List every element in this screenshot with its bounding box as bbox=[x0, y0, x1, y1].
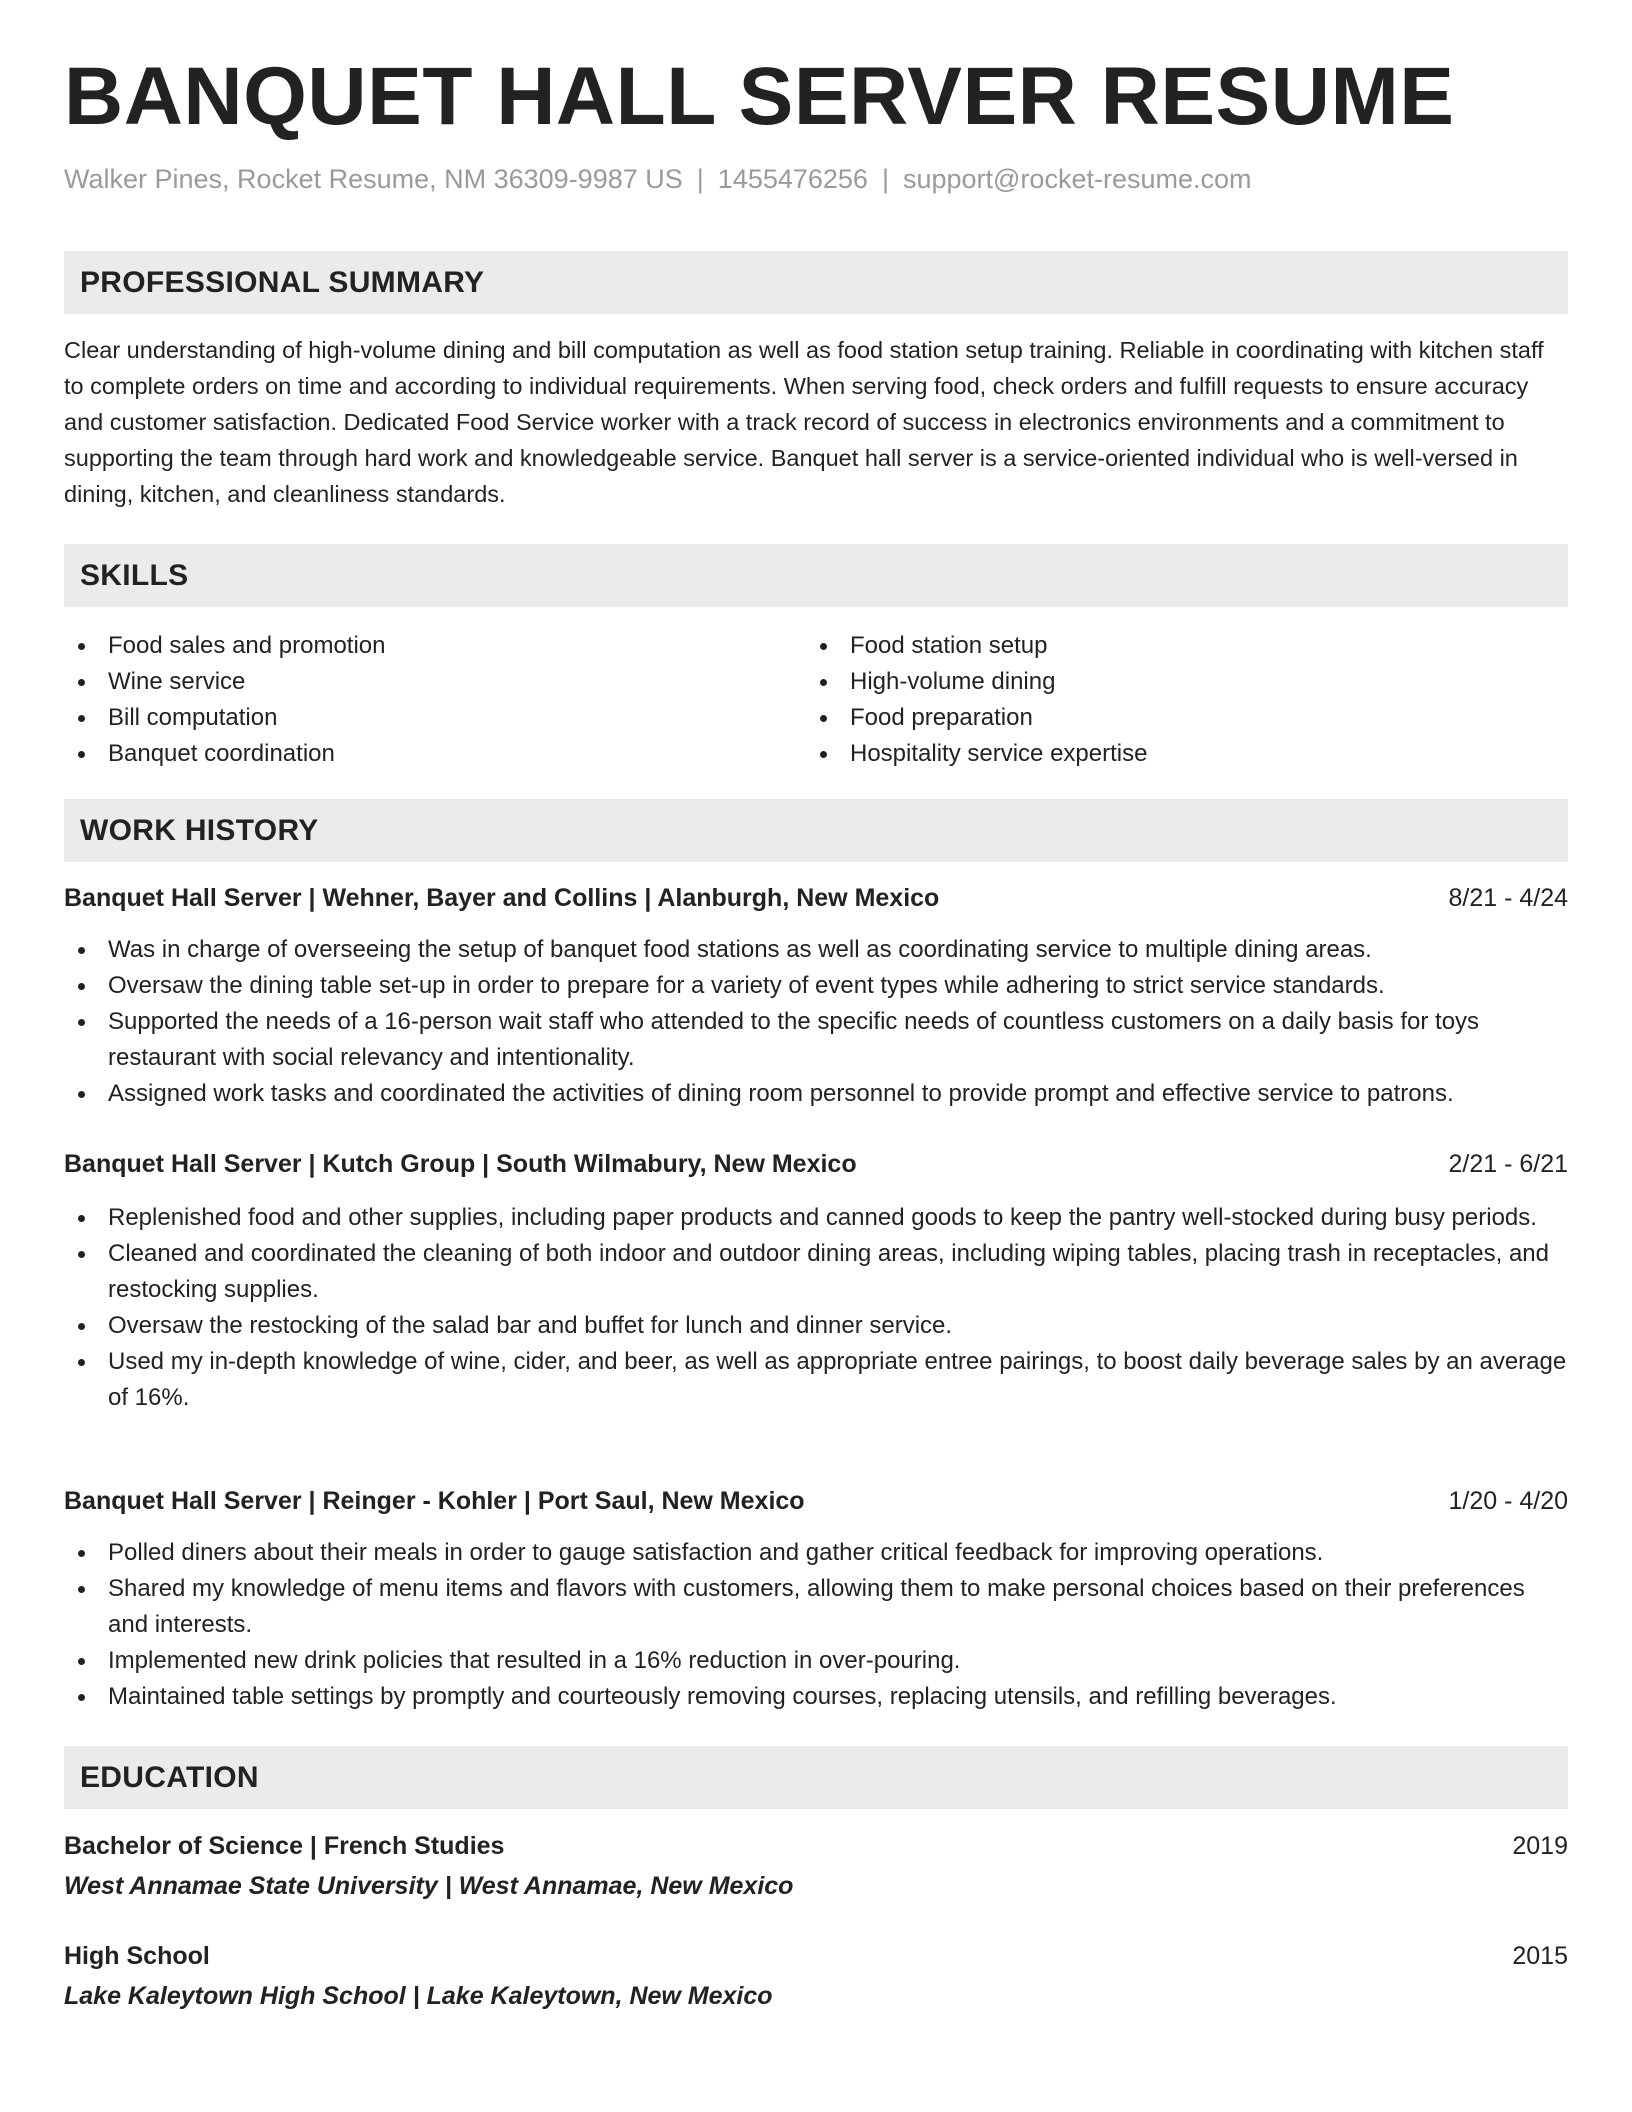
job-bullet: Maintained table settings by promptly and courteously removing courses, replacing utensils, and refilling beverages. bbox=[64, 1679, 1568, 1715]
skill-item: High-volume dining bbox=[806, 664, 1548, 700]
job-bullet: Shared my knowledge of menu items and flavors with customers, allowing them to make personal choices based on their preferences and interests. bbox=[64, 1571, 1568, 1643]
job-bullets bbox=[64, 1535, 1568, 1715]
job-dates: 2/21 - 6/21 bbox=[1448, 1150, 1568, 1178]
education-year: 2019 bbox=[1512, 1832, 1568, 1860]
education-entry-header bbox=[64, 1834, 1568, 1859]
job-bullets bbox=[64, 932, 1568, 1112]
job-bullet: Oversaw the dining table set-up in order to prepare for a variety of event types while adhering to strict service standards. bbox=[64, 968, 1568, 1004]
contact-phone: 1455476256 bbox=[717, 164, 868, 194]
contact-separator: | bbox=[696, 164, 704, 194]
section-heading-summary: PROFESSIONAL SUMMARY bbox=[64, 251, 1568, 314]
job-header bbox=[64, 886, 1568, 911]
job-bullets bbox=[64, 1200, 1568, 1416]
job-dates: 1/20 - 4/20 bbox=[1448, 1487, 1568, 1515]
job-bullet: Assigned work tasks and coordinated the activities of dining room personnel to provide prompt and effective service to patrons. bbox=[64, 1076, 1568, 1112]
job-title: Banquet Hall Server | Reinger - Kohler | Port Saul, New Mexico bbox=[64, 1487, 805, 1515]
section-heading-work-history: WORK HISTORY bbox=[64, 799, 1568, 862]
contact-separator: | bbox=[881, 164, 889, 194]
education-school: West Annamae State University | West Annamae, New Mexico bbox=[64, 1872, 794, 1900]
skills-column-right bbox=[806, 628, 1548, 772]
skill-item: Wine service bbox=[64, 664, 806, 700]
skill-item: Bill computation bbox=[64, 700, 806, 736]
section-heading-education: EDUCATION bbox=[64, 1746, 1568, 1809]
skill-item: Food sales and promotion bbox=[64, 628, 806, 664]
job-title: Banquet Hall Server | Kutch Group | South Wilmabury, New Mexico bbox=[64, 1150, 857, 1178]
education-degree: Bachelor of Science | French Studies bbox=[64, 1832, 505, 1860]
skill-item: Food station setup bbox=[806, 628, 1548, 664]
job-header bbox=[64, 1489, 1568, 1514]
education-year: 2015 bbox=[1512, 1942, 1568, 1970]
section-heading-skills: SKILLS bbox=[64, 544, 1568, 607]
skill-item: Banquet coordination bbox=[64, 736, 806, 772]
job-dates: 8/21 - 4/24 bbox=[1448, 884, 1568, 912]
skills-list bbox=[64, 628, 1568, 772]
skill-item: Hospitality service expertise bbox=[806, 736, 1548, 772]
job-header bbox=[64, 1152, 1568, 1177]
job-bullet: Cleaned and coordinated the cleaning of both indoor and outdoor dining areas, including wiping tables, placing trash in receptacles, and restocking supplies. bbox=[64, 1236, 1568, 1308]
skill-item: Food preparation bbox=[806, 700, 1548, 736]
job-bullet: Implemented new drink policies that resulted in a 16% reduction in over-pouring. bbox=[64, 1643, 1568, 1679]
contact-line bbox=[64, 166, 1252, 193]
resume-title: BANQUET HALL SERVER RESUME bbox=[64, 51, 1455, 142]
education-degree: High School bbox=[64, 1942, 210, 1970]
job-bullet: Replenished food and other supplies, including paper products and canned goods to keep the pantry well-stocked during busy periods. bbox=[64, 1200, 1568, 1236]
education-entry-header bbox=[64, 1944, 1568, 1969]
job-bullet: Supported the needs of a 16-person wait staff who attended to the specific needs of countless customers on a daily basis for toys restaurant with social relevancy and intentionality. bbox=[64, 1004, 1568, 1076]
skills-column-left bbox=[64, 628, 806, 772]
job-bullet: Polled diners about their meals in order to gauge satisfaction and gather critical feedback for improving operations. bbox=[64, 1535, 1568, 1571]
education-school: Lake Kaleytown High School | Lake Kaleytown, New Mexico bbox=[64, 1982, 773, 2010]
job-bullet: Used my in-depth knowledge of wine, cider, and beer, as well as appropriate entree pairings, to boost daily beverage sales by an average of 16%. bbox=[64, 1344, 1568, 1416]
job-bullet: Oversaw the restocking of the salad bar and buffet for lunch and dinner service. bbox=[64, 1308, 1568, 1344]
job-bullet: Was in charge of overseeing the setup of banquet food stations as well as coordinating service to multiple dining areas. bbox=[64, 932, 1568, 968]
contact-address: Walker Pines, Rocket Resume, NM 36309-9987 US bbox=[64, 164, 683, 194]
contact-email: support@rocket-resume.com bbox=[902, 164, 1252, 194]
job-title: Banquet Hall Server | Wehner, Bayer and Collins | Alanburgh, New Mexico bbox=[64, 884, 940, 912]
summary-text: Clear understanding of high-volume dining and bill computation as well as food station setup training. Reliable in coordinating with kitchen staff to complete orders on time and according to individual requirements. When serving food, check orders and fulfill requests to ensure accuracy and customer satisfaction. Dedicated Food Service worker with a track record of success in electronics environments and a commitment to supporting the team through hard work and knowledgeable service. Banquet hall server is a service-oriented individual who is well-versed in dining, kitchen, and cleanliness standards. bbox=[64, 337, 1544, 507]
